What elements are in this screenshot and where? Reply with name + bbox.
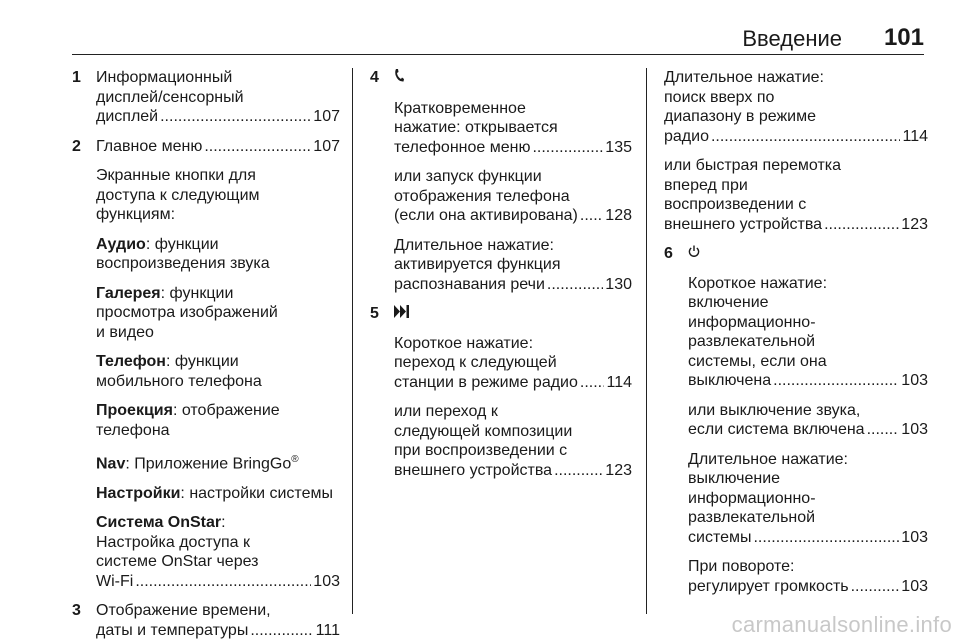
item-number: 3 — [72, 602, 81, 620]
page-reference[interactable]: внешнего устройства ..... 123 — [664, 215, 928, 235]
feature-phone: Телефон: функции мобильного телефона — [96, 353, 262, 390]
feature-onstar: Система OnStar: Настройка доступа к системе OnStar через Wi-Fi ..... 103 — [96, 513, 340, 591]
column-divider — [646, 68, 647, 614]
header-rule — [72, 54, 924, 55]
list-item-3: 3 Отображение времени, даты и температуры ..... 111 — [72, 601, 340, 640]
item-text: Информационный — [96, 69, 233, 86]
page-reference[interactable]: внешнего устройства ..... 123 — [394, 461, 632, 481]
power-or: или выключение звука, если система включена ..... 103 — [688, 401, 928, 440]
list-item-5 — [370, 304, 632, 490]
column-3 — [664, 68, 928, 606]
phone-short-press: Кратковременное нажатие: открывается телефонное меню ..... 135 — [394, 99, 632, 158]
page-reference[interactable]: Wi-Fi ..... 103 — [96, 572, 340, 592]
page-header — [0, 0, 960, 54]
next-track-icon — [394, 304, 410, 324]
item-text: дисплей/сенсорный — [96, 88, 244, 106]
item-number: 4 — [370, 69, 379, 86]
next-long-press: Длительное нажатие: поиск вверх по диапазону в режиме радио ..... 114 — [664, 68, 928, 146]
next-fast-forward: или быстрая перемотка вперед при воспроизведении с внешнего устройства ..... 123 — [664, 156, 928, 234]
page-reference[interactable]: если система включена ..... 103 — [688, 420, 928, 440]
feature-nav: Nav: Приложение BringGo® — [96, 454, 299, 473]
feature-gallery: Галерея: функции просмотра изображений и видео — [96, 284, 278, 341]
item-number: 2 — [72, 137, 81, 155]
column-2 — [370, 68, 632, 490]
page-reference[interactable]: телефонное меню ..... 135 — [394, 138, 632, 158]
page-reference[interactable]: выключена ..... 103 — [688, 371, 928, 391]
watermark: carmanualsonline.info — [731, 612, 952, 637]
list-item-1 — [72, 68, 340, 127]
list-item-2 — [72, 137, 340, 602]
intro-text: Экранные кнопки для доступа к следующим функциям: — [96, 167, 260, 223]
power-turn: При повороте: регулирует громкость ..... 103 — [688, 557, 928, 596]
list-item-4 — [370, 68, 632, 304]
column-divider — [352, 68, 353, 614]
section-title: Введение — [742, 26, 842, 51]
page-reference[interactable]: Главное меню ..... 107 — [96, 137, 340, 157]
column-1 — [72, 68, 340, 640]
page-reference[interactable]: регулирует громкость ..... 103 — [688, 577, 928, 597]
phone-icon — [394, 68, 404, 89]
phone-long-press: Длительное нажатие: активируется функция распознавания речи ..... 130 — [394, 236, 632, 295]
power-long-press: Длительное нажатие: выключение информационно- развлекательной системы ..... 103 — [688, 450, 928, 548]
power-short-press: Короткое нажатие: включение информационно- развлекательной системы, если она выключена ..... 103 — [688, 274, 928, 391]
feature-audio: Аудио: функции воспроизведения звука — [96, 235, 270, 272]
page-reference[interactable]: даты и температуры ..... 111 — [96, 621, 340, 641]
next-short-press: Короткое нажатие: переход к следующей станции в режиме радио ..... 114 — [394, 334, 632, 393]
feature-projection: Проекция: отображение телефона — [96, 402, 280, 439]
page-reference[interactable]: дисплей ..... 107 — [96, 107, 340, 127]
phone-or: или запуск функции отображения телефона (если она активирована) ..... 128 — [394, 167, 632, 226]
page-reference[interactable]: распознавания речи ..... 130 — [394, 275, 632, 295]
feature-settings: Настройки: настройки системы — [96, 484, 333, 502]
page-number: 101 — [883, 24, 924, 51]
page-reference[interactable]: (если она активирована) ..... 128 — [394, 206, 632, 226]
page-reference[interactable]: радио ..... 114 — [664, 127, 928, 147]
page-reference[interactable]: станции в режиме радио ..... 114 — [394, 373, 632, 393]
next-or: или переход к следующей композиции при воспроизведении с внешнего устройства ..... 123 — [394, 402, 632, 480]
power-icon — [688, 244, 700, 264]
item-number: 1 — [72, 69, 81, 86]
list-item-6 — [664, 244, 928, 606]
page-reference[interactable]: системы ..... 103 — [688, 528, 928, 548]
item-number: 5 — [370, 305, 379, 322]
item-number: 6 — [664, 245, 673, 262]
